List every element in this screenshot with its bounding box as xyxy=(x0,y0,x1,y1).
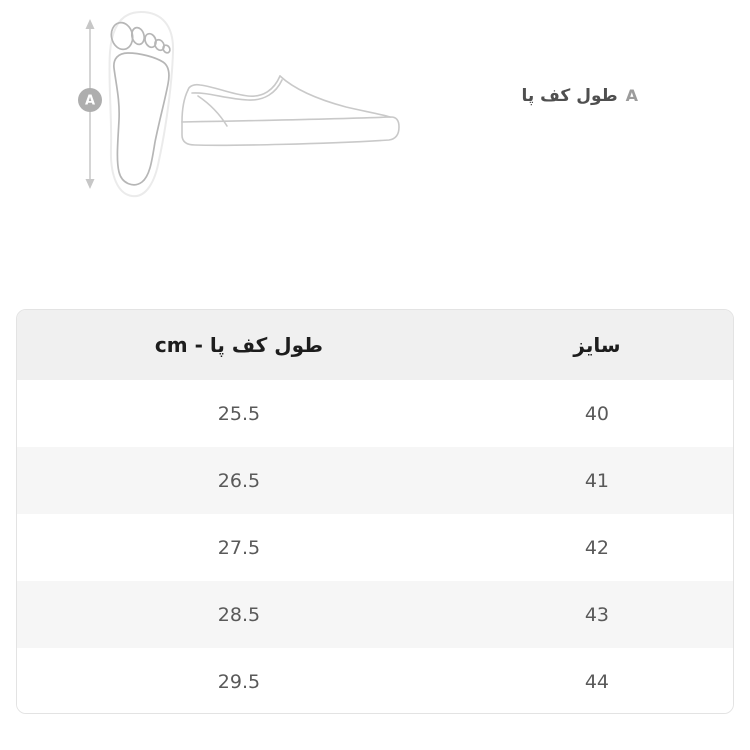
table-row xyxy=(17,380,733,447)
cell-foot-length: 25.5 xyxy=(217,402,261,425)
legend-marker-letter: A xyxy=(625,86,638,105)
size-table-header xyxy=(17,310,733,380)
cell-foot-length: 26.5 xyxy=(217,469,261,492)
size-table xyxy=(16,309,734,714)
header-foot-length: طول کف پا - cm xyxy=(154,333,323,357)
cell-size: 41 xyxy=(584,469,610,492)
legend-foot-length xyxy=(521,84,638,108)
legend-label-text: طول کف پا xyxy=(521,85,618,106)
shoe-icon xyxy=(182,76,399,145)
cell-size: 43 xyxy=(584,603,610,626)
table-row xyxy=(17,648,733,714)
table-row xyxy=(17,581,733,648)
cell-foot-length: 28.5 xyxy=(217,603,261,626)
measure-badge-letter: A xyxy=(84,93,96,109)
table-row xyxy=(17,514,733,581)
table-row xyxy=(17,447,733,514)
cell-size: 42 xyxy=(584,536,610,559)
measurement-illustration xyxy=(58,0,462,212)
cell-size: 44 xyxy=(584,670,610,693)
cell-foot-length: 27.5 xyxy=(217,536,261,559)
size-table-body xyxy=(17,380,733,714)
cell-size: 40 xyxy=(584,402,610,425)
measure-badge xyxy=(78,88,102,112)
cell-foot-length: 29.5 xyxy=(217,670,261,693)
header-size: سایز xyxy=(573,333,621,357)
foot-icon xyxy=(109,21,171,185)
